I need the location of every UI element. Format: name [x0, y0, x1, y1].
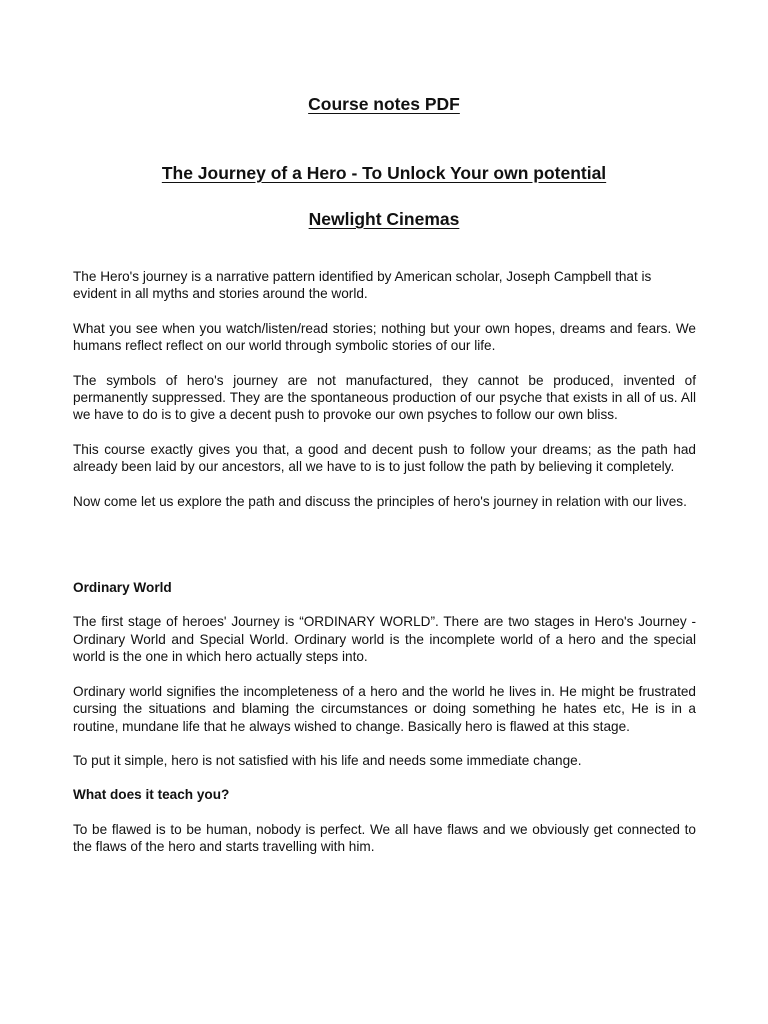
- document-body: [73, 268, 696, 873]
- teach-paragraph-1: To be flawed is to be human, nobody is perfect. We all have flaws and we obviously get connected to the flaws of the hero and starts travelling with him.: [73, 821, 696, 855]
- intro-paragraph-2: What you see when you watch/listen/read stories; nothing but your own hopes, dreams and fears. We humans reflect reflect on our world through symbolic stories of our life.: [73, 320, 696, 354]
- ordinary-world-paragraph-2: Ordinary world signifies the incompleteness of a hero and the world he lives in. He might be frustrated cursing the situations and blaming the circumstances or doing something he hates etc, He is in a routine, mundane life that he always wished to change. Basically hero is flawed at this stage.: [73, 683, 696, 734]
- ordinary-world-heading: Ordinary World: [73, 580, 172, 596]
- ordinary-world-paragraph-3: To put it simple, hero is not satisfied with his life and needs some immediate change.: [73, 752, 582, 768]
- course-title: Course notes PDF: [308, 94, 460, 114]
- intro-paragraph-3: The symbols of hero's journey are not manufactured, they cannot be produced, invented of permanently suppressed. They are the spontaneous production of our psyche that exists in all of us. All we have to do is to give a decent push to provoke our own psyches to follow our own bliss.: [73, 372, 696, 423]
- ordinary-world-paragraph-1: The first stage of heroes' Journey is “ORDINARY WORLD”. There are two stages in Hero's Journey - Ordinary World and Special World. Ordinary world is the incomplete world of a hero and the special world is the one in which hero actually steps into.: [73, 614, 696, 665]
- section-spacer: [73, 527, 696, 579]
- journey-title: The Journey of a Hero - To Unlock Your own potential: [161, 163, 607, 183]
- company-title: Newlight Cinemas: [308, 209, 460, 229]
- teach-heading: What does it teach you?: [73, 787, 230, 803]
- intro-paragraph-1: The Hero's journey is a narrative pattern identified by American scholar, Joseph Campbell that is evident in all myths and stories around the world.: [73, 269, 652, 302]
- intro-paragraph-5: Now come let us explore the path and discuss the principles of hero's journey in relation with our lives.: [73, 493, 687, 509]
- intro-paragraph-4: This course exactly gives you that, a good and decent push to follow your dreams; as the path had already been laid by our ancestors, all we have to is to just follow the path by believing it completely.: [73, 441, 696, 475]
